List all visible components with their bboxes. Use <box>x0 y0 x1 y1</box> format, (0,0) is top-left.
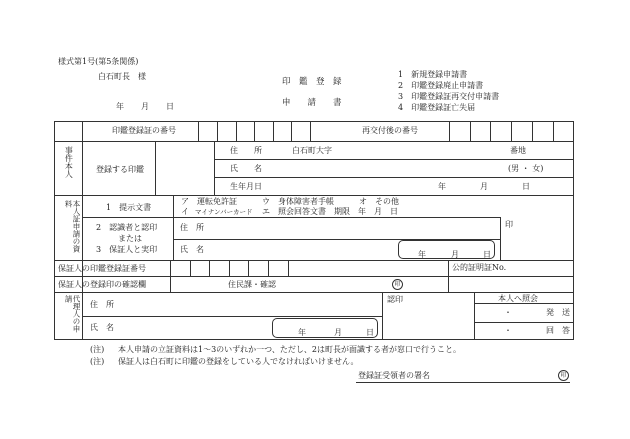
form-number: 様式第1号(第5条関係) <box>58 57 139 66</box>
cert-box <box>310 121 311 141</box>
guarantor-box <box>288 260 289 276</box>
reissue-box <box>532 121 533 141</box>
option-abolish: 2 印鑑登録廃止申請書 <box>398 81 484 90</box>
agent-side-label: 代理人の申請 <box>64 295 81 333</box>
form-title-top: 印 鑑 登 録 <box>282 77 342 87</box>
row-divider <box>54 195 574 196</box>
reissue-box <box>470 121 471 141</box>
cert-box <box>217 121 218 141</box>
date-day: 日 <box>166 102 174 111</box>
jiken-banchi: 番地 <box>510 146 526 155</box>
guarantor-cert-label: 保証人の印鑑登録証番号 <box>58 264 146 273</box>
proof-item-1: 1 提示文書 <box>106 203 152 212</box>
col-divider <box>474 292 475 340</box>
cert-box <box>254 121 255 141</box>
cert-box <box>273 121 274 141</box>
receiver-seal-icon: 印 <box>558 370 569 381</box>
reissue-box <box>490 121 491 141</box>
col-divider <box>170 260 171 276</box>
row-divider <box>54 141 574 142</box>
reissue-box <box>449 121 450 141</box>
row-divider <box>82 217 500 218</box>
addressee: 白石町長 様 <box>98 72 146 81</box>
row-divider <box>474 322 574 323</box>
row-divider <box>54 292 574 293</box>
note-1: 本人申請の立証資料は1～3のいずれか一つ、ただし、2は町長が面識する者が窓口で行うこと。 <box>118 345 461 354</box>
jiken-side-label: 事件本人 <box>64 146 74 178</box>
date-month: 月 <box>141 102 149 111</box>
row-divider <box>54 276 574 277</box>
guarantor-box <box>248 260 249 276</box>
answer-dot: ・ <box>504 326 512 335</box>
col-divider <box>155 141 156 195</box>
row-divider <box>474 303 574 304</box>
doc-inquiry-answer[interactable]: エ 照会回答文書 期限 年 月 日 <box>262 207 398 216</box>
doc-disability[interactable]: ウ 身体障害者手帳 <box>262 197 334 206</box>
reissue-box <box>553 121 554 141</box>
row-divider <box>54 260 574 261</box>
note-2: 保証人は白石町に印鑑の登録をしている人でなければいけません。 <box>118 357 359 366</box>
proof-item-3: 3 保証人と実印 <box>96 245 158 254</box>
guarantor-box <box>229 260 230 276</box>
jiken-birth-month: 月 <box>480 182 488 191</box>
row-divider <box>214 177 574 178</box>
cert-box <box>236 121 237 141</box>
doc-mynumber-prefix[interactable]: イ <box>181 207 189 216</box>
option-new: 1 新規登録申請書 <box>398 70 468 79</box>
col-divider <box>214 141 215 195</box>
reissue-number-label: 再交付後の番号 <box>362 126 418 135</box>
jiken-birth-day: 日 <box>522 182 530 191</box>
proof-name-label: 氏 名 <box>180 245 204 254</box>
jiken-birth-year: 年 <box>438 182 446 191</box>
approval-label: 認印 <box>387 295 403 304</box>
proof-date-box[interactable] <box>398 240 495 259</box>
seal-label: 登録する印鑑 <box>96 165 144 174</box>
guarantor-box <box>268 260 269 276</box>
proof-item-2b: または <box>118 234 142 243</box>
agent-name-label: 氏 名 <box>90 323 114 332</box>
resident-check: 住民課・確認 <box>228 280 276 289</box>
row-divider <box>214 159 574 160</box>
col-divider <box>198 121 199 141</box>
option-lost: 4 印鑑登録証亡失届 <box>398 103 476 112</box>
jiken-name-label: 氏 名 <box>230 164 262 173</box>
col-divider <box>448 260 449 292</box>
date-year: 年 <box>116 102 124 111</box>
doc-other[interactable]: オ その他 <box>359 197 399 206</box>
reissue-box <box>511 121 512 141</box>
option-reissue: 3 印鑑登録証再交付申請書 <box>398 92 500 101</box>
answer-label: 回 答 <box>546 326 570 335</box>
jiken-gender[interactable]: (男 ・ 女) <box>508 164 544 173</box>
guarantor-box <box>209 260 210 276</box>
col-divider <box>173 195 174 260</box>
proof-address-label: 住 所 <box>180 223 204 232</box>
proof-item-2: 2 認識者と認印 <box>96 223 158 232</box>
cert-number-label: 印鑑登録証の番号 <box>112 126 176 135</box>
proof-date-year: 年 <box>418 250 426 259</box>
guarantor-seal-check-label: 保証人の登録印の確認欄 <box>58 280 146 289</box>
doc-license[interactable]: ア 運転免許証 <box>181 197 237 206</box>
seal-mark-icon: 印 <box>392 279 403 290</box>
col-divider <box>170 276 171 292</box>
note-2-mark: (注) <box>90 357 105 366</box>
agent-date-year: 年 <box>298 328 306 337</box>
agent-date-day: 日 <box>366 328 374 337</box>
agent-date-month: 月 <box>334 328 342 337</box>
col-divider <box>82 121 83 195</box>
agent-date-box[interactable] <box>272 318 378 338</box>
receiver-sign-label: 登録証受領者の署名 <box>358 371 430 380</box>
agent-address-label: 住 所 <box>90 300 114 309</box>
jiken-address-value[interactable]: 白石町大字 <box>292 146 332 155</box>
jiken-address-label: 住 所 <box>230 146 262 155</box>
send-label: 発 送 <box>546 308 570 317</box>
receiver-sign-line <box>356 382 570 383</box>
cert-box <box>291 121 292 141</box>
col-divider <box>500 217 501 260</box>
doc-mynumber-card[interactable]: マイナンバーカード <box>195 208 253 216</box>
proof-date-day: 日 <box>483 250 491 259</box>
proof-side-label: 本人証申請の資料 <box>64 200 81 253</box>
row-divider <box>82 316 382 317</box>
form-title-bottom: 申 請 書 <box>282 98 342 108</box>
public-cert-label: 公的証明証No. <box>452 263 507 272</box>
note-1-mark: (注) <box>90 345 105 354</box>
send-dot: ・ <box>504 308 512 317</box>
guarantor-box <box>190 260 191 276</box>
proof-date-month: 月 <box>451 250 459 259</box>
jiken-birth-label: 生年月日 <box>230 182 262 191</box>
col-divider <box>382 292 383 340</box>
inquiry-label: 本人へ照会 <box>498 294 538 303</box>
proof-seal-label: 印 <box>505 220 513 229</box>
